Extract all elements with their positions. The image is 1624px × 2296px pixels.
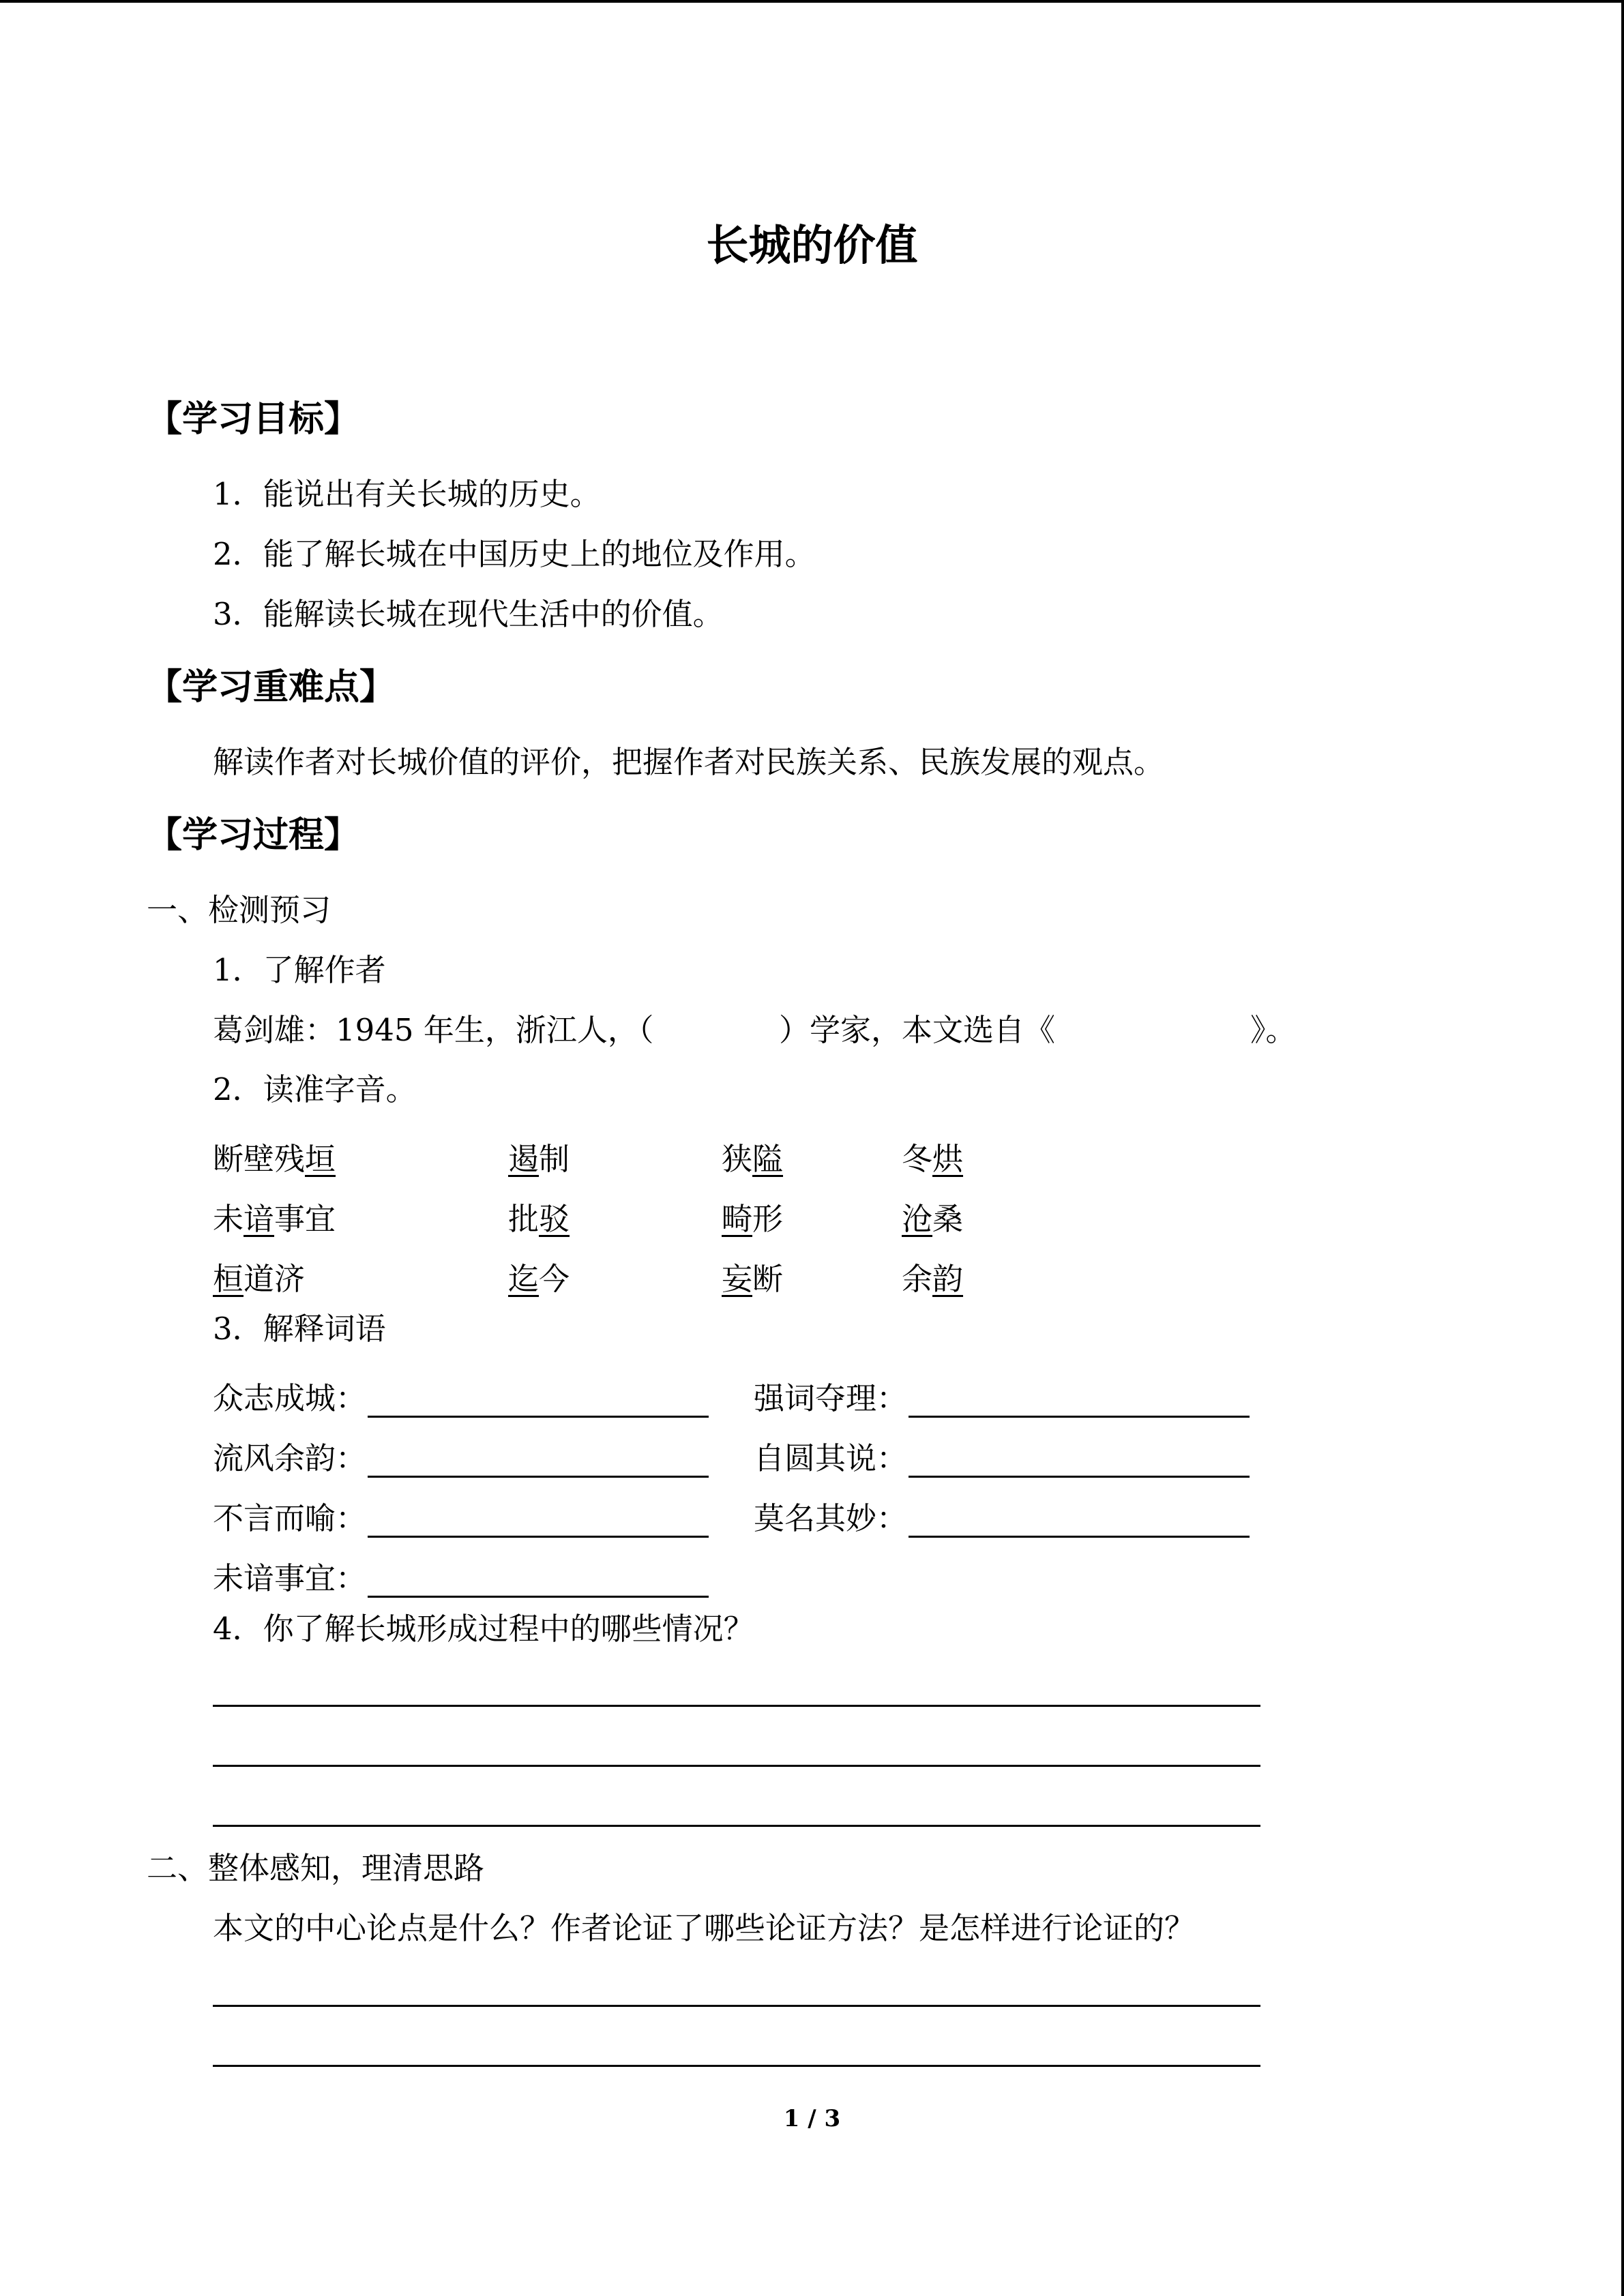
page-title: 长城的价值 <box>706 220 918 270</box>
answer-line[interactable] <box>213 2005 1260 2007</box>
pronunciation-word: 余韵 <box>902 1261 964 1297</box>
answer-line[interactable] <box>213 1705 1260 1707</box>
q1-text-a: 葛剑雄：1945 年生，浙江人，（ <box>213 1012 654 1048</box>
key-points-text: 解读作者对长城价值的评价，把握作者对民族关系、民族发展的观点。 <box>213 744 1165 780</box>
pronunciation-word: 冬烘 <box>902 1141 964 1177</box>
q1-text-b: ）学家，本文选自《 <box>779 1012 1056 1048</box>
answer-line[interactable] <box>213 1825 1260 1827</box>
pronunciation-word: 断壁残垣 <box>213 1141 336 1177</box>
part1-title: 一、检测预习 <box>147 892 331 928</box>
pronunciation-word: 畸形 <box>722 1201 784 1237</box>
term-answer-blank[interactable] <box>368 1566 709 1598</box>
goal-item: 3．能解读长城在现代生活中的价值。 <box>213 596 724 632</box>
q2-title: 2．读准字音。 <box>213 1071 417 1107</box>
key-points-heading: 【学习重难点】 <box>147 666 396 708</box>
term-row <box>213 1373 709 1418</box>
q1-title: 1．了解作者 <box>213 952 386 988</box>
page-border-right <box>1621 0 1624 2296</box>
term-row <box>213 1433 709 1478</box>
term-answer-blank[interactable] <box>368 1386 709 1418</box>
term-row <box>754 1373 1250 1418</box>
term-row <box>213 1553 709 1598</box>
term-label: 自圆其说： <box>754 1440 908 1476</box>
term-answer-blank[interactable] <box>909 1446 1250 1478</box>
term-answer-blank[interactable] <box>909 1506 1250 1538</box>
pronunciation-word: 未谙事宜 <box>213 1201 336 1237</box>
part2-title: 二、整体感知，理清思路 <box>147 1850 485 1886</box>
term-answer-blank[interactable] <box>368 1506 709 1538</box>
goal-item: 2．能了解长城在中国历史上的地位及作用。 <box>213 536 816 572</box>
page-border-top <box>0 0 1624 3</box>
term-row <box>213 1493 709 1538</box>
term-label: 流风余韵： <box>213 1440 367 1476</box>
pronunciation-word: 批驳 <box>508 1201 570 1237</box>
term-label: 强词夺理： <box>754 1380 908 1416</box>
q4-title: 4．你了解长城形成过程中的哪些情况？ <box>213 1611 754 1647</box>
pronunciation-word: 遏制 <box>508 1141 570 1177</box>
term-row <box>754 1493 1250 1538</box>
pronunciation-word: 迄今 <box>508 1261 570 1297</box>
term-answer-blank[interactable] <box>909 1386 1250 1418</box>
q3-title: 3．解释词语 <box>213 1311 386 1347</box>
pronunciation-word: 妄断 <box>722 1261 784 1297</box>
term-label: 莫名其妙： <box>754 1500 908 1536</box>
goal-item: 1．能说出有关长城的历史。 <box>213 476 601 512</box>
process-heading: 【学习过程】 <box>147 814 360 856</box>
q1-text-c: 》。 <box>1250 1012 1297 1048</box>
pronunciation-word: 沧桑 <box>902 1201 964 1237</box>
pronunciation-word: 桓道济 <box>213 1261 306 1297</box>
term-label: 不言而喻： <box>213 1500 367 1536</box>
term-answer-blank[interactable] <box>368 1446 709 1478</box>
term-label: 众志成城： <box>213 1380 367 1416</box>
answer-line[interactable] <box>213 2065 1260 2067</box>
term-label: 未谙事宜： <box>213 1560 367 1596</box>
answer-line[interactable] <box>213 1765 1260 1767</box>
pronunciation-word: 狭隘 <box>722 1141 784 1177</box>
term-row <box>754 1433 1250 1478</box>
goals-heading: 【学习目标】 <box>147 398 360 440</box>
part2-question: 本文的中心论点是什么？作者论证了哪些论证方法？是怎样进行论证的？ <box>213 1910 1196 1946</box>
page-number: 1 / 3 <box>783 2105 841 2132</box>
